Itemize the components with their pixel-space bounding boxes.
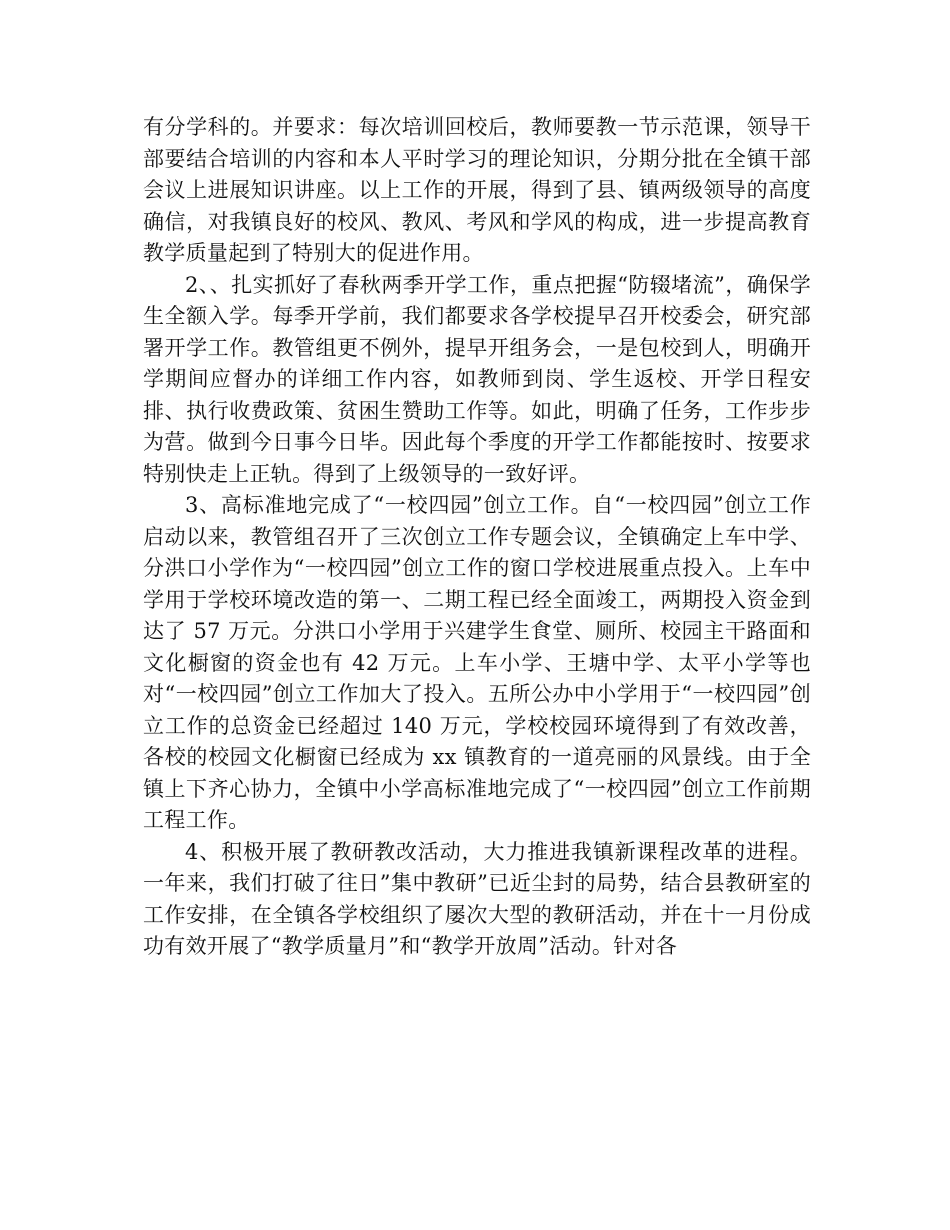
paragraph-2: 2、、扎实抓好了春秋两季开学工作，重点把握“防辍堵流”，确保学生全额入学。每季开学前，我们都要求各学校提早召开校委会，研究部署开学工作。教管组更不例外，提早开组务会，一是包校到人，明确开学期间应督办的详细工作内容，如教师到岗、学生返校、开学日程安排、执行收费政策、贫困生赞助工作等。如此，明确了任务，工作步步为营。做到今日事今日毕。因此每个季度的开学工作都能按时、按要求特别快走上正轨。得到了上级领导的一致好评。 (143, 272, 811, 486)
paragraph-4: 4、积极开展了教研教改活动，大力推进我镇新课程改革的进程。一年来，我们打破了往日”集中教研”已近尘封的局势，结合县教研室的工作安排，在全镇各学校组织了屡次大型的教研活动，并在十一月份成功有效开展了“教学质量月”和“教学开放周”活动。针对各 (143, 839, 811, 958)
paragraph-1: 有分学科的。并要求：每次培训回校后，教师要教一节示范课，领导干部要结合培训的内容和本人平时学习的理论知识，分期分批在全镇干部会议上进展知识讲座。以上工作的开展，得到了县、镇两级领导的高度确信，对我镇良好的校风、教风、考风和学风的构成，进一步提高教育教学质量起到了特别大的促进作用。 (143, 115, 811, 265)
document-body (143, 112, 811, 963)
paragraph-3: 3、高标准地完成了“一校四园”创立工作。自“一校四园”创立工作启动以来，教管组召开了三次创立工作专题会议，全镇确定上车中学、分洪口小学作为“一校四园”创立工作的窗口学校进展重点投入。上车中学用于学校环境改造的第一、二期工程已经全面竣工，两期投入资金到达了 57 万元。分洪口小学用于兴建学生食堂、厕所、校园主干路面和文化橱窗的资金也有 42 万元。上车小学、王塘中学、太平小学等也对“一校四园”创立工作加大了投入。五所公办中小学用于“一校四园”创立工作的总资金已经超过 140 万元，学校校园环境得到了有效改善，各校的校园文化橱窗已经成为 xx 镇教育的一道亮丽的风景线。由于全镇上下齐心协力，全镇中小学高标准地完成了“一校四园”创立工作前期工程工作。 (143, 493, 811, 832)
